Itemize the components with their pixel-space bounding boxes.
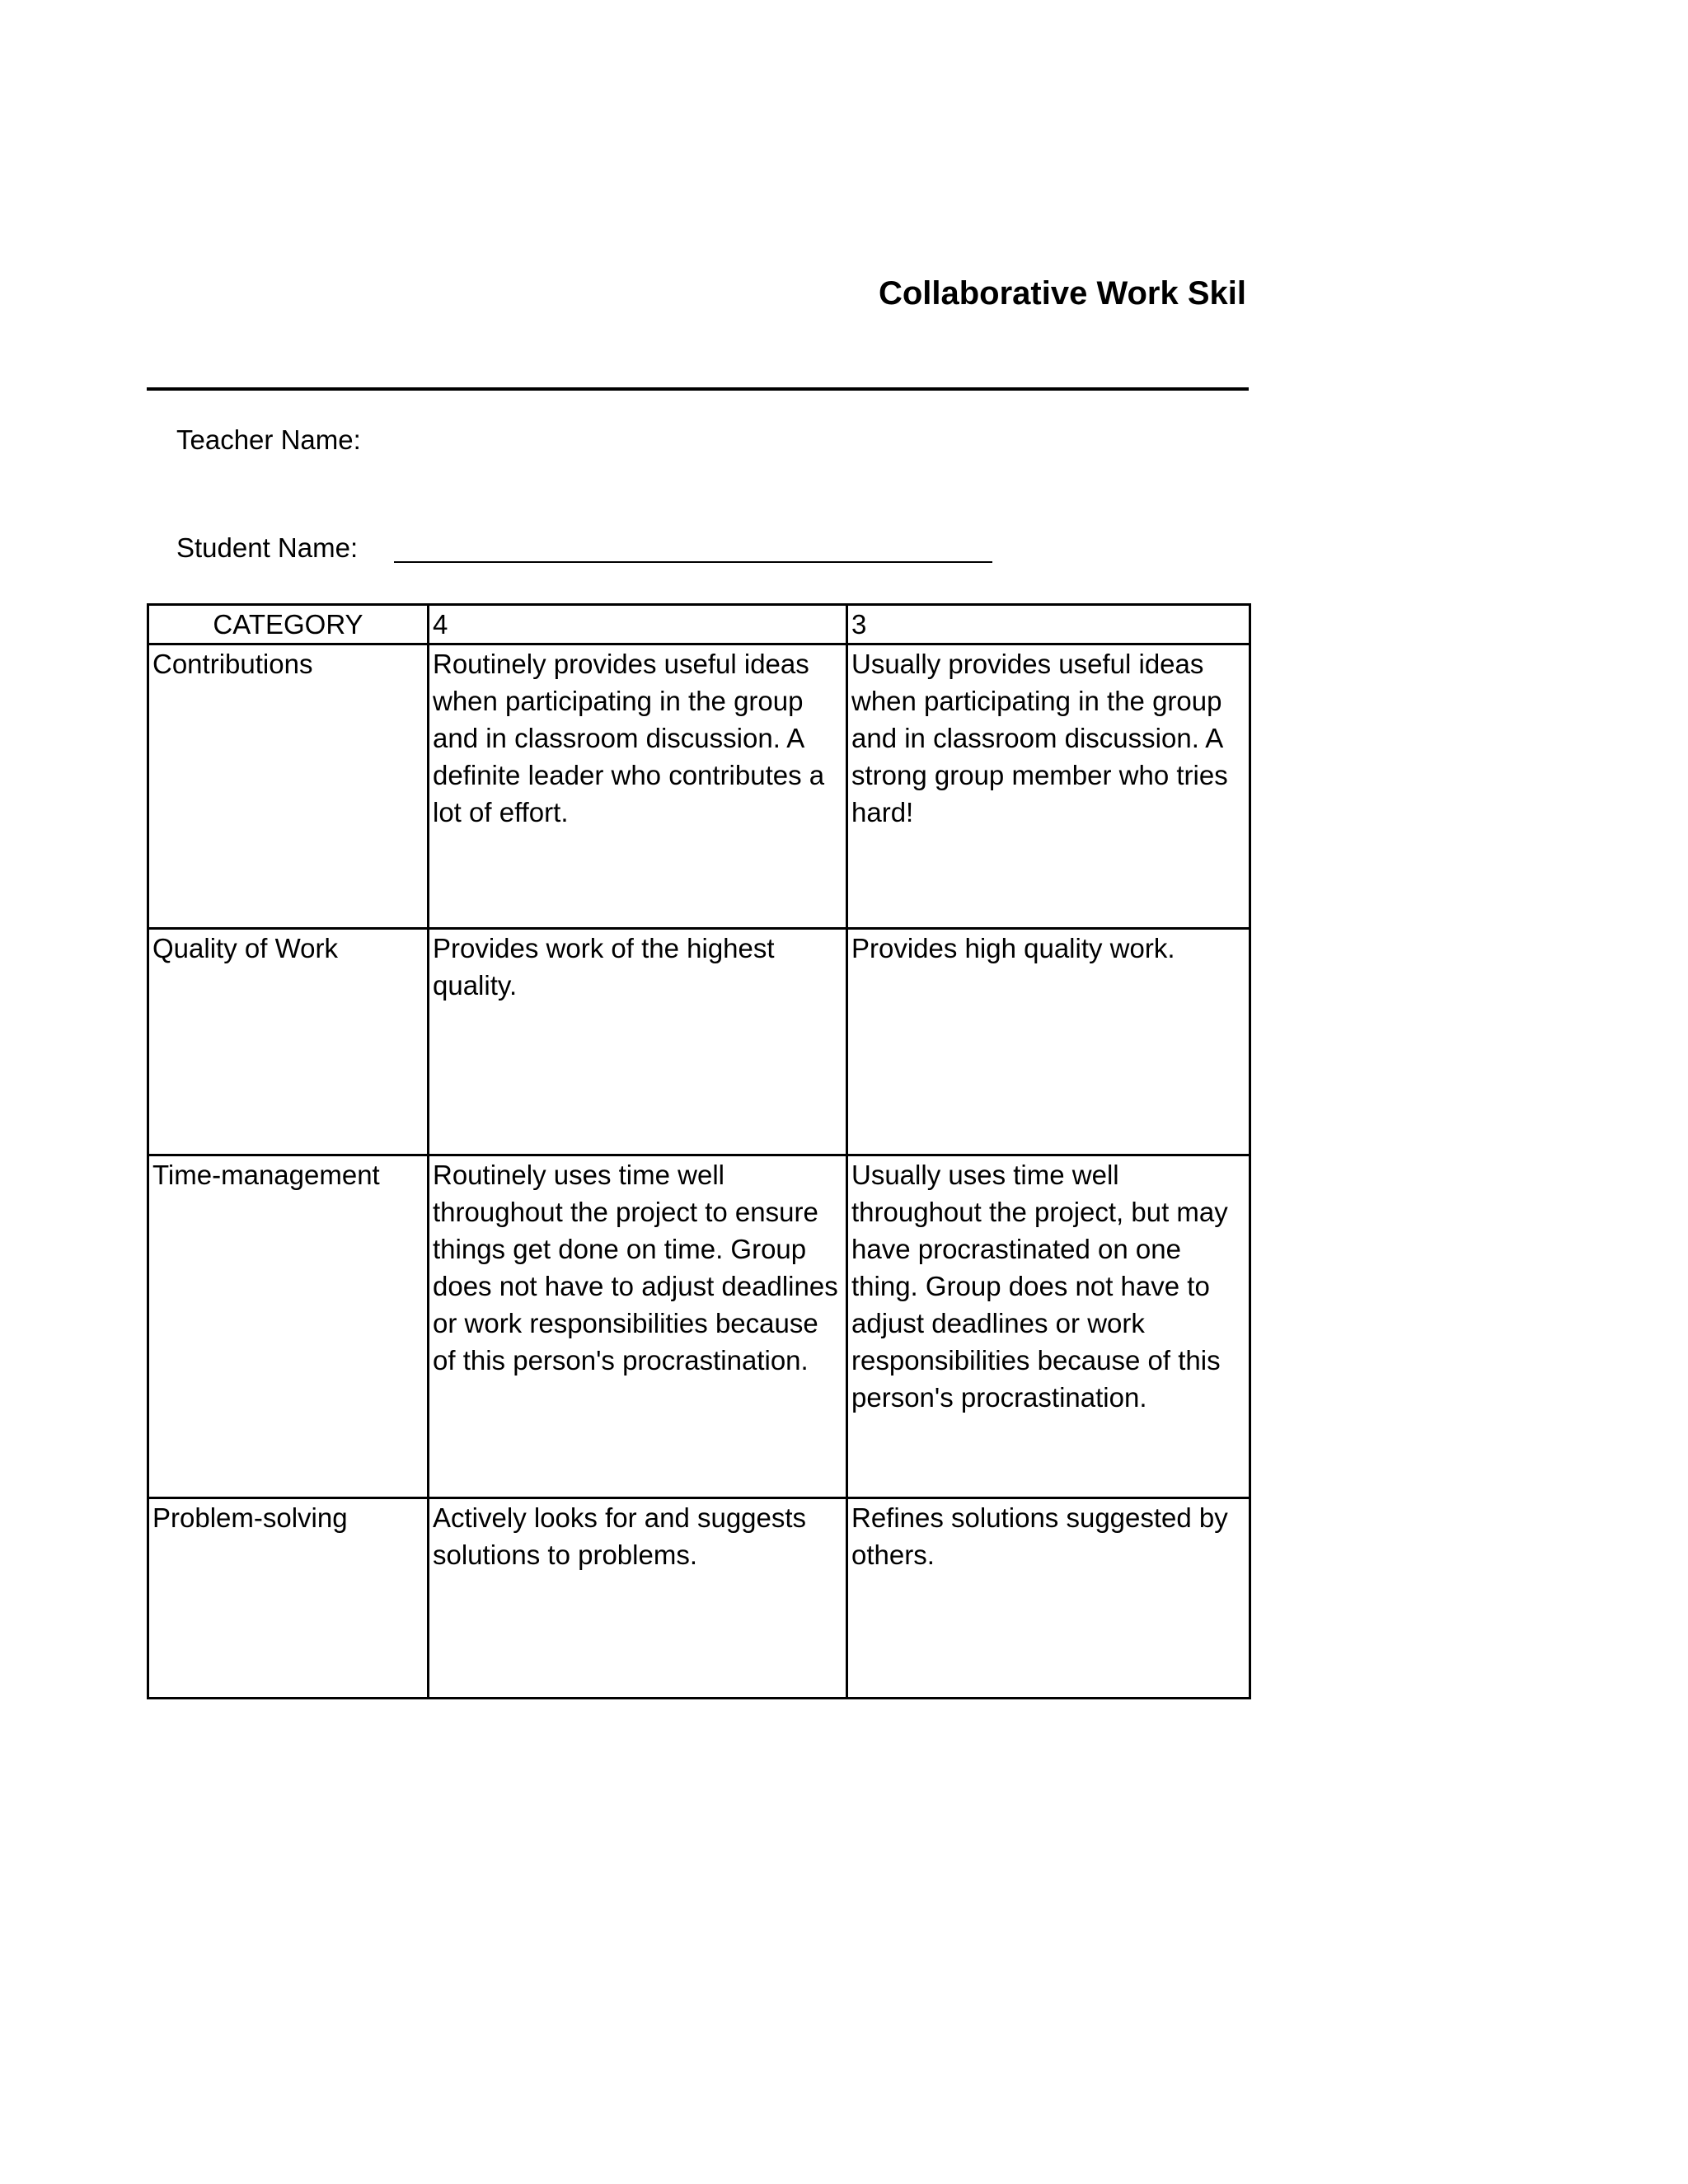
table-row bbox=[148, 1155, 1250, 1498]
student-name-label: Student Name: bbox=[176, 532, 359, 563]
table-row bbox=[148, 1498, 1250, 1699]
title-underline bbox=[147, 387, 1249, 391]
table-header-row bbox=[148, 605, 1250, 644]
category-cell: Problem-solving bbox=[148, 1498, 429, 1699]
score-4-cell: Routinely uses time well throughout the project to ensure things get done on time. Group does not have to adjust deadlines or work responsibilities because of this person's procrastination. bbox=[429, 1155, 847, 1498]
category-cell: Quality of Work bbox=[148, 929, 429, 1155]
category-cell: Time-management bbox=[148, 1155, 429, 1498]
header-score-4: 4 bbox=[429, 605, 847, 644]
score-3-cell: Refines solutions suggested by others. bbox=[847, 1498, 1250, 1699]
score-3-cell: Usually uses time well throughout the project, but may have procrastinated on one thing. Group does not have to adjust deadlines or work responsibilities because of this person's procrastination. bbox=[847, 1155, 1250, 1498]
table-row bbox=[148, 644, 1250, 929]
category-cell: Contributions bbox=[148, 644, 429, 929]
score-4-cell: Provides work of the highest quality. bbox=[429, 929, 847, 1155]
score-3-cell: Provides high quality work. bbox=[847, 929, 1250, 1155]
score-4-cell: Routinely provides useful ideas when participating in the group and in classroom discussion. A definite leader who contributes a lot of effort. bbox=[429, 644, 847, 929]
student-name-blank-line bbox=[394, 561, 992, 563]
header-score-3: 3 bbox=[847, 605, 1250, 644]
table-row bbox=[148, 929, 1250, 1155]
rubric-table bbox=[147, 603, 1251, 1699]
header-category: CATEGORY bbox=[148, 605, 429, 644]
score-3-cell: Usually provides useful ideas when participating in the group and in classroom discussion. A strong group member who tries hard! bbox=[847, 644, 1250, 929]
teacher-name-label: Teacher Name: bbox=[176, 424, 361, 455]
document-title: Collaborative Work Skil bbox=[878, 275, 1246, 312]
score-4-cell: Actively looks for and suggests solutions to problems. bbox=[429, 1498, 847, 1699]
